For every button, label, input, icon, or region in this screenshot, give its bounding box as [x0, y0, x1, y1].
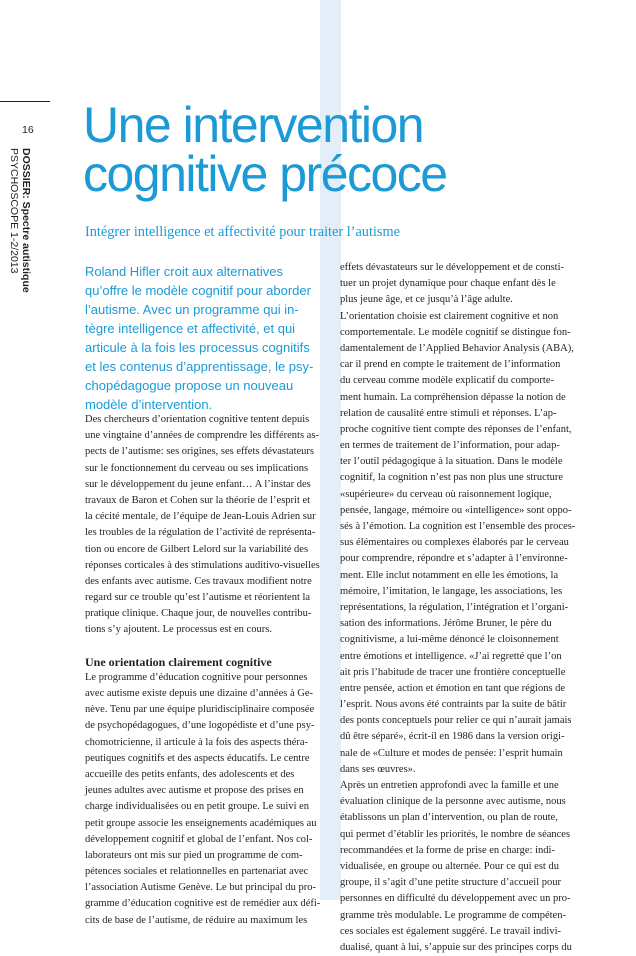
text-line: «supérieure» du cerveau où raisonnement logique,	[340, 488, 552, 500]
text-line: personnes en difficulté du développement avec un pro-	[340, 893, 571, 905]
text-line: plus jeune âge, et ce jusqu’à l’âge adulte.	[340, 294, 513, 306]
text-line: peutiques cognitifs et des aspects éducatifs. Le centre	[85, 752, 310, 764]
lead-line: et les contenus d’apprentissage, le psy-	[85, 359, 314, 374]
text-line: car il prend en compte le traitement de l’information	[340, 359, 561, 371]
text-line: cognitif, la cognition n’est pas non plus une structure	[340, 472, 564, 484]
text-line: sus élémentaires ou complexes élaborés par le cerveau	[340, 537, 569, 549]
text-line: les troubles de la régulation de l’activité de représenta-	[85, 527, 316, 539]
text-line: charge individualisées ou en petit groupe. Le suivi en	[85, 801, 310, 813]
paragraph-gap	[85, 639, 315, 654]
text-line: une vingtaine d’années de comprendre les différents as-	[85, 430, 319, 442]
lead-line: l’autisme. Avec un programme qui in-	[85, 302, 299, 317]
text-line: effets dévastateurs sur le développement et de consti-	[340, 262, 565, 273]
section-heading: Une orientation clairement cognitive	[85, 654, 272, 669]
text-line: réponses corticales à des stimulations auditivo-visuelles	[85, 559, 320, 571]
text-line: pensée, langage, mémoire ou «intelligence» sont oppo-	[340, 504, 572, 516]
text-line: nale de «Culture et modes de pensée: l’esprit humain	[340, 747, 563, 759]
text-line: Le programme d’éducation cognitive pour personnes	[85, 671, 308, 683]
lead-line: Roland Hifler croit aux alternatives	[85, 264, 283, 279]
text-line: tions s’y ajoutent. Le processus est en cours.	[85, 624, 272, 636]
text-line: vidualisée, en groupe ou alternée. Pour ce qui est du	[340, 860, 559, 872]
page-number: 16	[22, 124, 34, 136]
text-line: gramme d’éducation cognitive est de remédier aux défi-	[85, 898, 321, 910]
text-line: travaux de Baron et Cohen sur la théorie de l’esprit et	[85, 494, 311, 506]
running-header-section: DOSSIER: Spectre autistique	[20, 148, 32, 293]
text-line: pects de l’autisme: ses origines, ses effets dévastateurs	[85, 446, 314, 458]
text-line: sur le fonctionnement du cerveau ou ses implications	[85, 462, 309, 474]
text-line: dualisé, quant à lui, s’appuie sur des principes corps du	[340, 941, 572, 953]
text-line: jeunes adultes avec autisme et propose des prises en	[85, 785, 304, 797]
text-line: dans ses œuvres».	[340, 763, 416, 775]
lead-paragraph	[85, 262, 314, 414]
text-line: gramme très modulable. Le programme de compéten-	[340, 909, 566, 921]
text-line: accueille des petits enfants, des adolescents et des	[85, 768, 295, 780]
text-line: sation des informations. Jérôme Bruner, le père du	[340, 618, 552, 630]
text-line: pour comprendre, répondre et s’adapter à l’environne-	[340, 553, 568, 565]
text-line: tion ou encore de Gilbert Lelord sur la variabilité des	[85, 543, 309, 555]
text-line: regard sur ce trouble qu’est l’autisme et réorientent la	[85, 592, 311, 604]
text-line: L’orientation choisie est clairement cognitive et non	[340, 310, 559, 322]
text-line: cits de base de l’autisme, de réduire au maximum les	[85, 914, 308, 926]
text-line: ait pris l’habitude de tracer une frontière conceptuelle	[340, 666, 566, 678]
text-line: nève. Tenu par une équipe pluridisciplinaire composée	[85, 704, 315, 716]
lead-line: modèle d’intervention.	[85, 397, 213, 412]
article-subtitle: Intégrer intelligence et affectivité pour traiter l’autisme	[85, 224, 400, 240]
text-line: petit groupe associe les enseignements académiques au	[85, 817, 317, 829]
text-line: cognitivisme, a lui-même dénoncé le cloisonnement	[340, 634, 559, 646]
text-line: tuer un projet dynamique pour chaque enfant dès le	[340, 278, 556, 290]
text-line: représentations, la régulation, l’intégration et l’organi-	[340, 601, 569, 613]
text-line: mémoire, l’imitation, le langage, les associations, les	[340, 585, 563, 597]
text-line: ces sociales est également suggéré. Le travail indivi-	[340, 925, 561, 937]
running-header-issue: PSYCHOSCOPE 1-2/2013	[8, 148, 20, 274]
text-line: damentalement de l’Applied Behavior Analysis (ABA),	[340, 342, 574, 354]
text-line: pratique clinique. Chaque jour, de nouvelles contribu-	[85, 608, 312, 620]
lead-line: tègre intelligence et affectivité, et qui	[85, 321, 296, 336]
text-line: l’association Autisme Genève. Le but principal du pro-	[85, 882, 316, 894]
text-line: ment humain. La compréhension dépasse la notion de	[340, 391, 566, 403]
right-column	[340, 260, 576, 956]
running-header	[8, 148, 32, 293]
text-line: Après un entretien approfondi avec la famille et une	[340, 780, 559, 791]
text-line: l’esprit. Nous avons été contraints par la suite de bâtir	[340, 699, 567, 711]
text-line: la cécité mentale, de l’équipe de Jean-Louis Adrien sur	[85, 511, 316, 523]
text-line: sés à l’émotion. La cognition est l’ensemble des proces-	[340, 521, 576, 532]
text-line: entre émotions et intelligence. «J’ai regretté que l’on	[340, 650, 562, 662]
text-line: du cerveau comme modèle explicatif du comporte-	[340, 375, 554, 387]
text-line: chomotricienne, il articule à la fois des aspects théra-	[85, 736, 309, 748]
text-line: sur le développement du jeune enfant… A l’instar des	[85, 478, 311, 490]
text-line: ment. Elle inclut notamment en elle les émotions, la	[340, 569, 559, 581]
text-line: pétences sociales et relationnelles en partenariat avec	[85, 866, 309, 878]
article-title-line-1: Une intervention	[83, 97, 424, 153]
top-rule	[0, 101, 50, 102]
article-title	[83, 97, 603, 202]
left-column	[85, 412, 321, 929]
text-line: en termes de traitement de l’information, pour adap-	[340, 440, 560, 452]
text-line: évaluation clinique de la personne avec autisme, nous	[340, 796, 566, 808]
article-title-line-2: cognitive précoce	[83, 146, 447, 202]
text-line: avec autisme existe depuis une dizaine d’années à Ge-	[85, 688, 313, 699]
text-line: Des chercheurs d’orientation cognitive tentent depuis	[85, 414, 310, 425]
lead-line: articule à la fois les processus cognitifs	[85, 340, 310, 355]
text-line: entre pensée, action et émotion en tant que régions de	[340, 682, 566, 694]
intro-paragraph	[85, 412, 320, 639]
text-line: dû être séparé», écrit-il en 1986 dans la version origi-	[340, 731, 565, 743]
lead-line: chopédagogue propose un nouveau	[85, 378, 294, 393]
text-line: laborateurs ont mis sur pied un programme de com-	[85, 849, 303, 861]
text-line: qui permet d’établir les priorités, le nombre de séances	[340, 828, 571, 840]
text-line: de psychopédagogues, d’une logopédiste et d’une psy-	[85, 720, 315, 732]
text-line: établissons un plan d’intervention, ou plan de route,	[340, 812, 558, 824]
text-line: relation de causalité entre stimuli et réponses. L’ap-	[340, 407, 557, 419]
text-line: groupe, il s’agit d’une petite structure d’accueil pour	[340, 877, 562, 889]
text-line: comportementale. Le modèle cognitif se distingue fon-	[340, 326, 571, 338]
section-body	[85, 670, 321, 929]
text-line: recommandées et la forme de prise en charge: indi-	[340, 844, 555, 856]
text-line: des ponts conceptuels pour relier ce qui n’aurait jamais	[340, 715, 572, 727]
text-line: proche cognitive tient compte des réponses de l’enfant,	[340, 423, 572, 435]
text-line: des enfants avec autisme. Ces travaux modifient notre	[85, 575, 312, 587]
text-line: développement cognitif et global de l’enfant. Nos col-	[85, 833, 313, 845]
text-line: ter l’outil pédagogique à la situation. Dans le modèle	[340, 456, 563, 468]
lead-line: qu’offre le modèle cognitif pour aborder	[85, 283, 311, 298]
